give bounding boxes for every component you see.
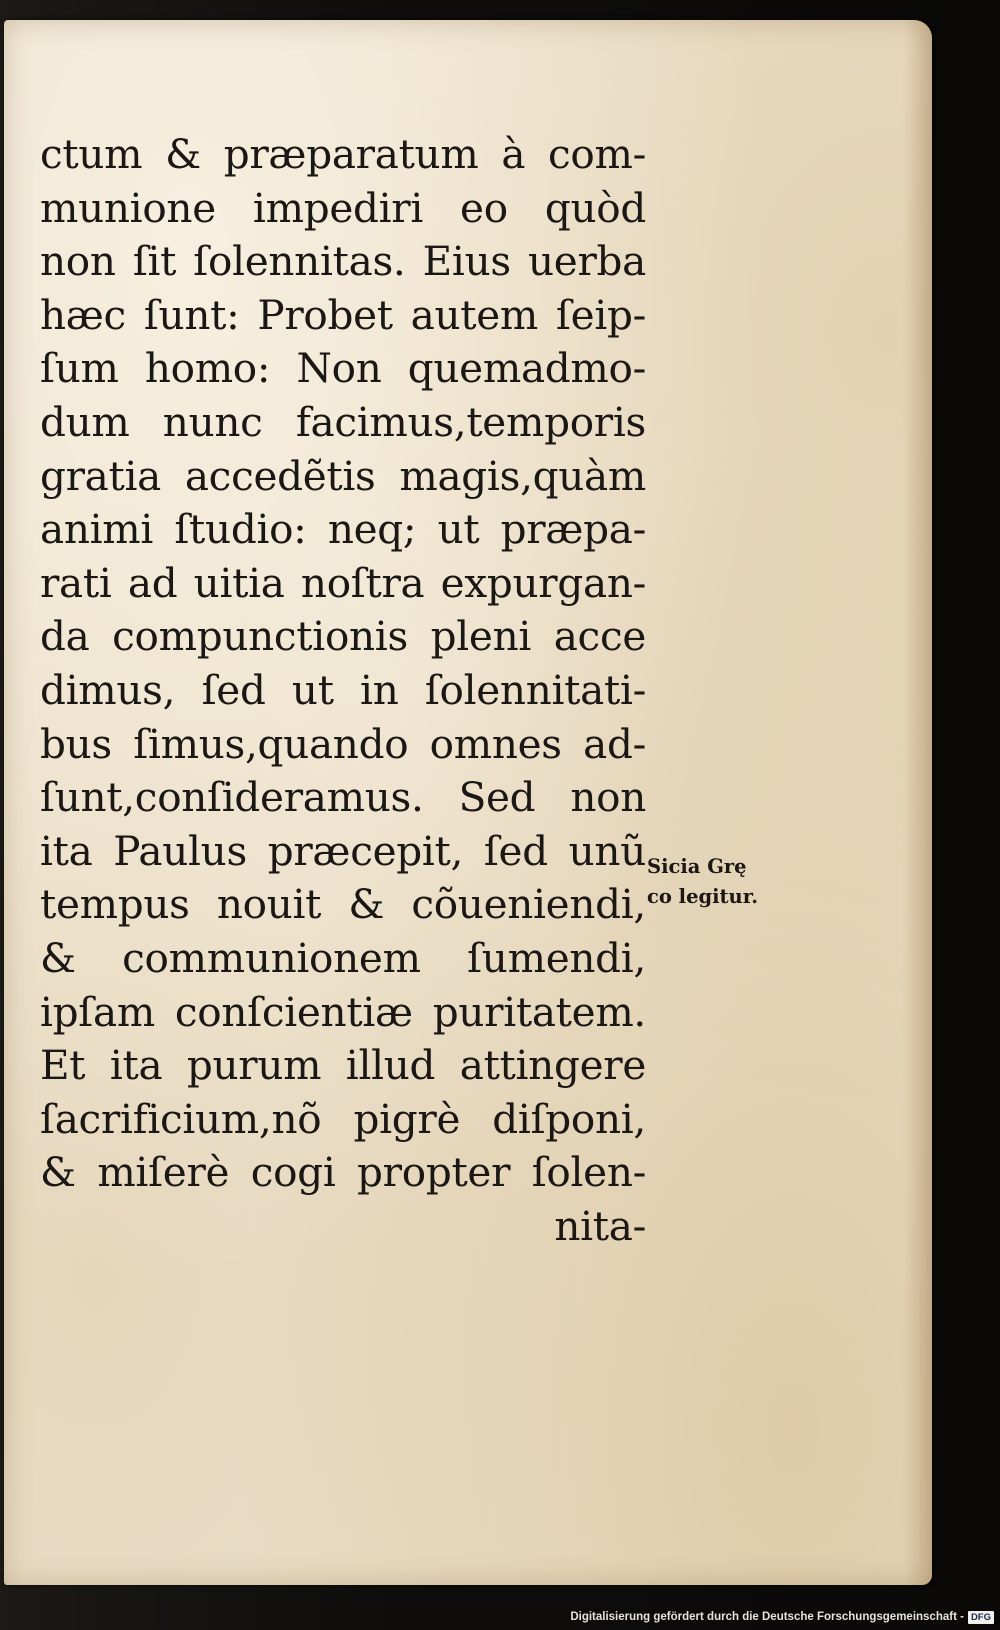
text-line-10: da compunctionis pleni acce [40, 612, 646, 661]
text-line-3: non ſit ſolennitas. Eius uerba [40, 237, 646, 286]
text-line-4: hæc ſunt: Probet autem ſeip- [40, 290, 646, 339]
text-line-8: animi ſtudio: neq; ut præpa- [40, 505, 646, 554]
text-line-17: ipſam conſcientiæ puritatem. [40, 987, 646, 1036]
text-line-19: ſacrificium,nõ pigrè diſponi, [40, 1094, 646, 1143]
text-line-6: dum nunc facimus,temporis [40, 397, 646, 446]
credit-text: Digitalisierung gefördert durch die Deutsche Forschungsgemeinschaft - [570, 1611, 964, 1623]
text-line-13: ſunt,conſideramus. Sed non [40, 773, 646, 822]
dfg-logo: DFG [968, 1611, 994, 1624]
catchword: nita- [554, 1201, 646, 1250]
text-line-14: ita Paulus præcepit, ſed unũ [40, 826, 646, 875]
marginal-note-line-1: Sicia Grę [647, 855, 747, 878]
text-line-20: & miſerè cogi propter ſolen- [40, 1148, 646, 1197]
page-edge-shadow [904, 20, 932, 1585]
text-line-7: gratia accedẽtis magis,quàm [40, 451, 646, 500]
digitization-credit [570, 1607, 994, 1627]
text-line-11: dimus, ſed ut in ſolennitati- [40, 665, 646, 714]
marginal-note-line-2: co legitur. [647, 885, 758, 908]
text-line-2: munione impediri eo quòd [40, 183, 646, 232]
text-line-5: ſum homo: Non quemadmo- [40, 344, 646, 393]
text-line-18: Et ita purum illud attingere [40, 1041, 646, 1090]
text-line-12: bus ſimus,quando omnes ad- [40, 719, 646, 768]
main-text-block [40, 128, 646, 1253]
text-line-16: & communionem ſumendi, [40, 933, 646, 982]
text-line-15: tempus nouit & cõueniendi, [40, 880, 646, 929]
text-line-9: rati ad uitia noſtra expurgan- [40, 558, 646, 607]
marginal-note [647, 852, 797, 912]
text-line-1: ctum & præparatum à com- [40, 130, 646, 178]
